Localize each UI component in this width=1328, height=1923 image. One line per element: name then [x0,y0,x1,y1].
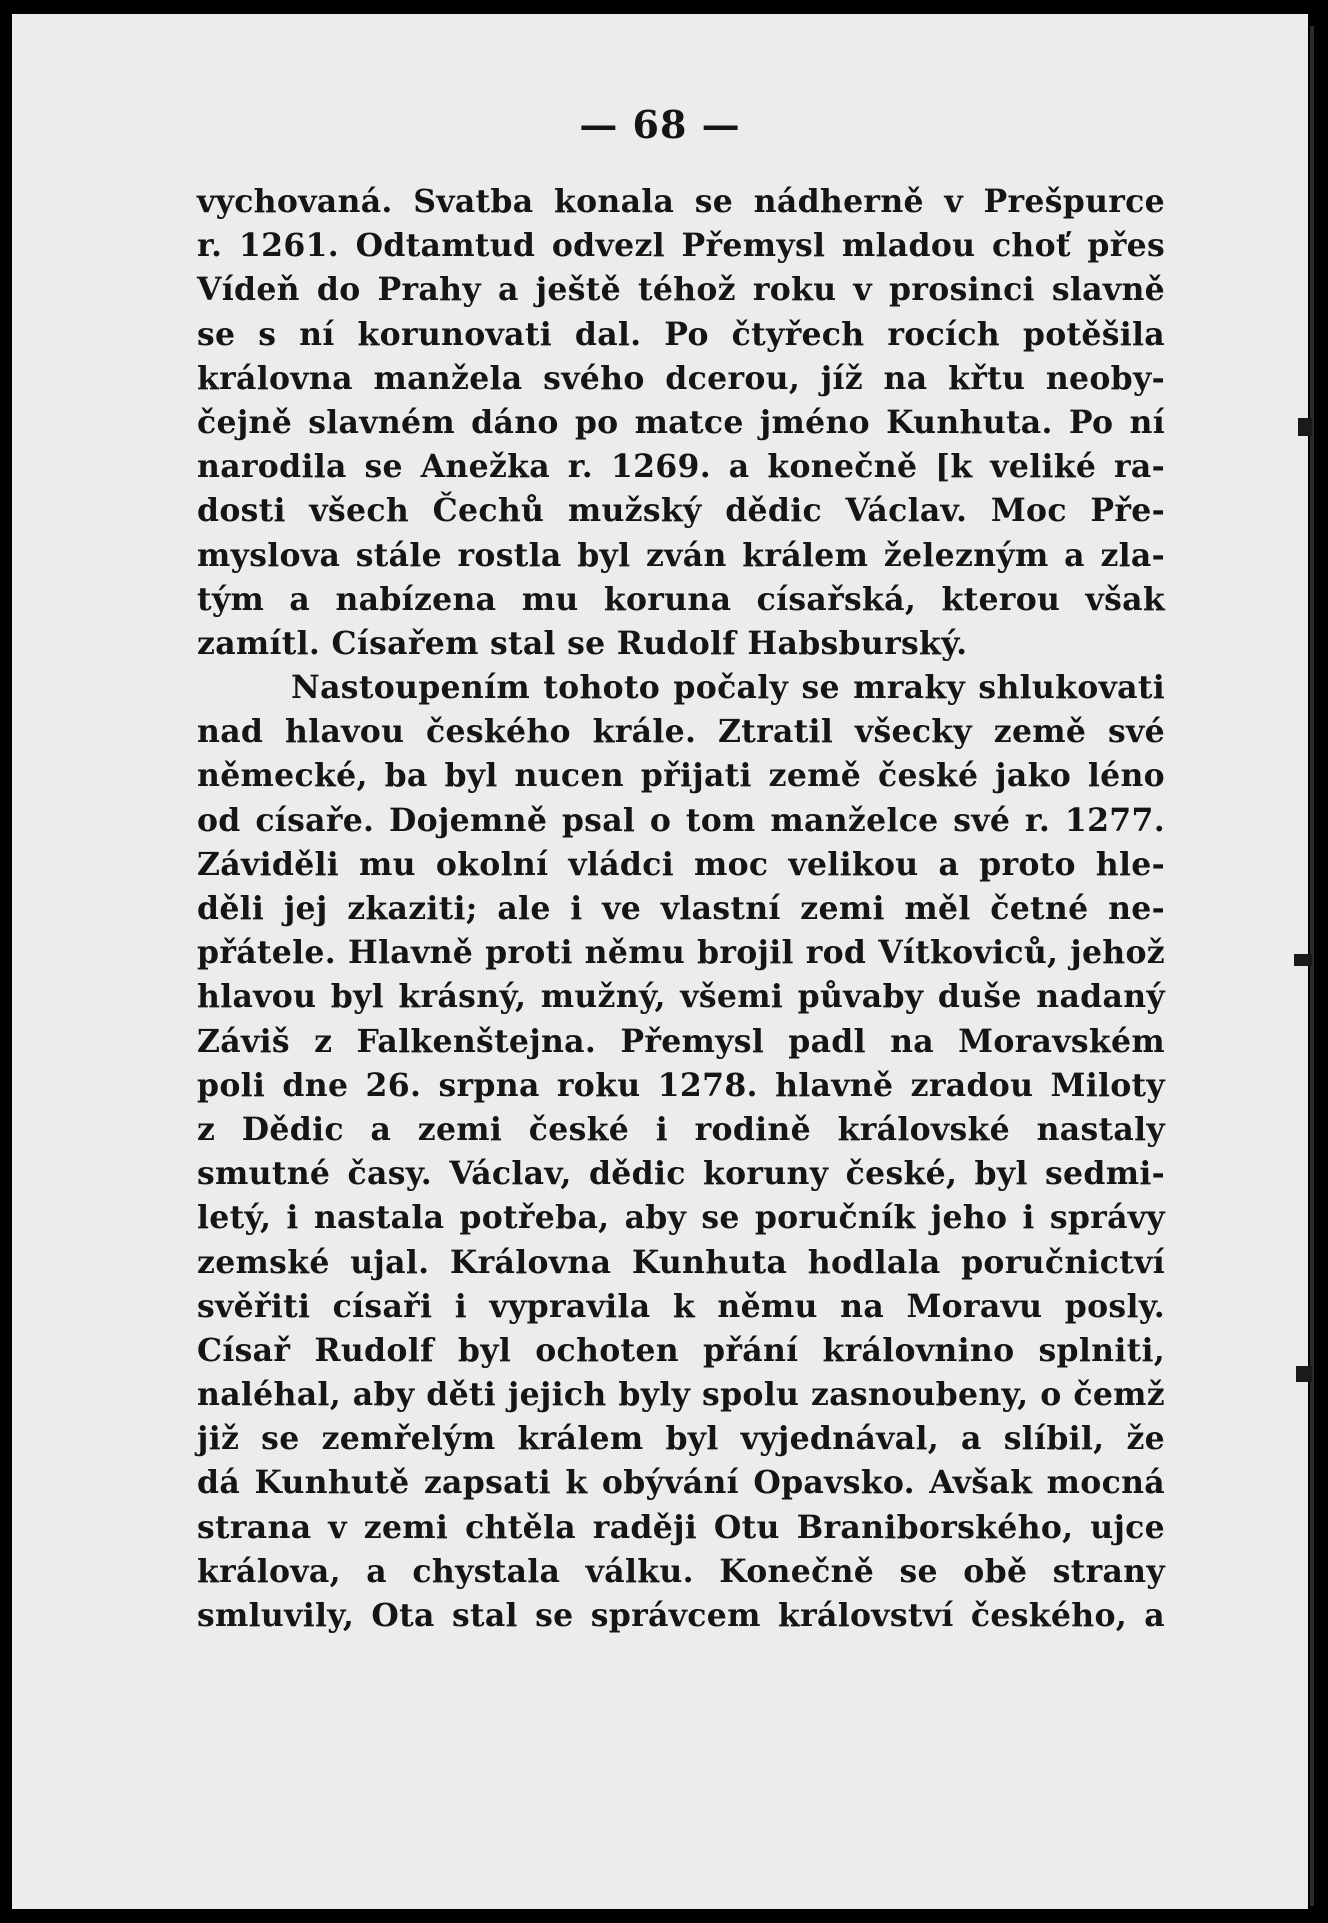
text-line: strana v zemi chtěla raději Otu Braniborského, ujce [197,1508,1165,1546]
body-text [197,180,1165,1638]
text-line: nad hlavou českého krále. Ztratil všecky země své [197,713,1165,751]
text-line: přátele. Hlavně proti němu brojil rod Vítkoviců, jehož [197,934,1165,972]
text-line: naléhal, aby děti jejich byly spolu zasnoubeny, o čemž [197,1376,1165,1414]
text-line: dá Kunhutě zapsati k obývání Opavsko. Avšak mocná [197,1464,1165,1502]
page-number: — 68 — [579,102,741,147]
text-line: smluvily, Ota stal se správcem království českého, a [197,1597,1165,1634]
text-line: svěřiti císaři i vypravila k němu na Moravu posly. [197,1287,1165,1325]
text-line: od císaře. Dojemně psal o tom manželce své r. 1277. [197,801,1165,839]
text-line: německé, ba byl nucen přijati země české jako léno [197,757,1165,795]
binding-mark [1294,954,1312,966]
paragraph-end-line: zamítl. Císařem stal se Rudolf Habsburský. [197,624,968,662]
text-line: narodila se Anežka r. 1269. a konečně [k veliké ra- [197,448,1165,486]
text-line: vychovaná. Svatba konala se nádherně v Prešpurce [197,183,1165,220]
text-line: dosti všech Čechů mužský dědic Václav. Moc Pře- [197,492,1165,530]
text-line: letý, i nastala potřeba, aby se poručník jeho i správy [197,1199,1165,1237]
text-line: r. 1261. Odtamtud odvezl Přemysl mladou choť přes [197,227,1165,265]
text-line: Záviděli mu okolní vládci moc velikou a proto hle- [197,845,1165,883]
text-line: myslova stále rostla byl zván králem železným a zla- [197,536,1165,574]
text-line: se s ní korunovati dal. Po čtyřech rocích potěšila [197,315,1165,353]
text-line: Záviš z Falkenštejna. Přemysl padl na Moravském [197,1022,1165,1060]
binding-mark [1298,418,1312,436]
text-line: hlavou byl krásný, mužný, všemi půvaby duše nadaný [197,978,1165,1016]
text-line: tým a nabízena mu koruna císařská, kterou však [197,580,1165,618]
binding-mark [1296,1366,1312,1382]
text-line: smutné časy. Václav, dědic koruny české, byl sedmi- [197,1155,1165,1193]
text-line: královna manžela svého dcerou, jíž na křtu neoby- [197,359,1165,397]
text-line: děli jej zkaziti; ale i ve vlastní zemi měl četné ne- [197,890,1165,927]
text-line: již se zemřelým králem byl vyjednával, a slíbil, že [197,1420,1165,1458]
text-line: čejně slavném dáno po matce jméno Kunhuta. Po ní [197,403,1165,441]
page-spine-edge [1310,26,1314,1906]
text-line: králova, a chystala válku. Konečně se obě strany [197,1552,1165,1590]
text-line: zemské ujal. Královna Kunhuta hodlala poručnictví [197,1243,1165,1281]
paragraph-start-line: Nastoupením tohoto počaly se mraky shlukovati [291,669,1165,707]
text-line: z Dědic a zemi české i rodině královské nastaly [197,1110,1165,1148]
text-line: Císař Rudolf byl ochoten přání královnino splniti, [197,1331,1165,1369]
text-line: Vídeň do Prahy a ještě téhož roku v prosinci slavně [197,271,1165,309]
text-line: poli dne 26. srpna roku 1278. hlavně zradou Miloty [197,1066,1165,1104]
book-page [12,14,1308,1909]
